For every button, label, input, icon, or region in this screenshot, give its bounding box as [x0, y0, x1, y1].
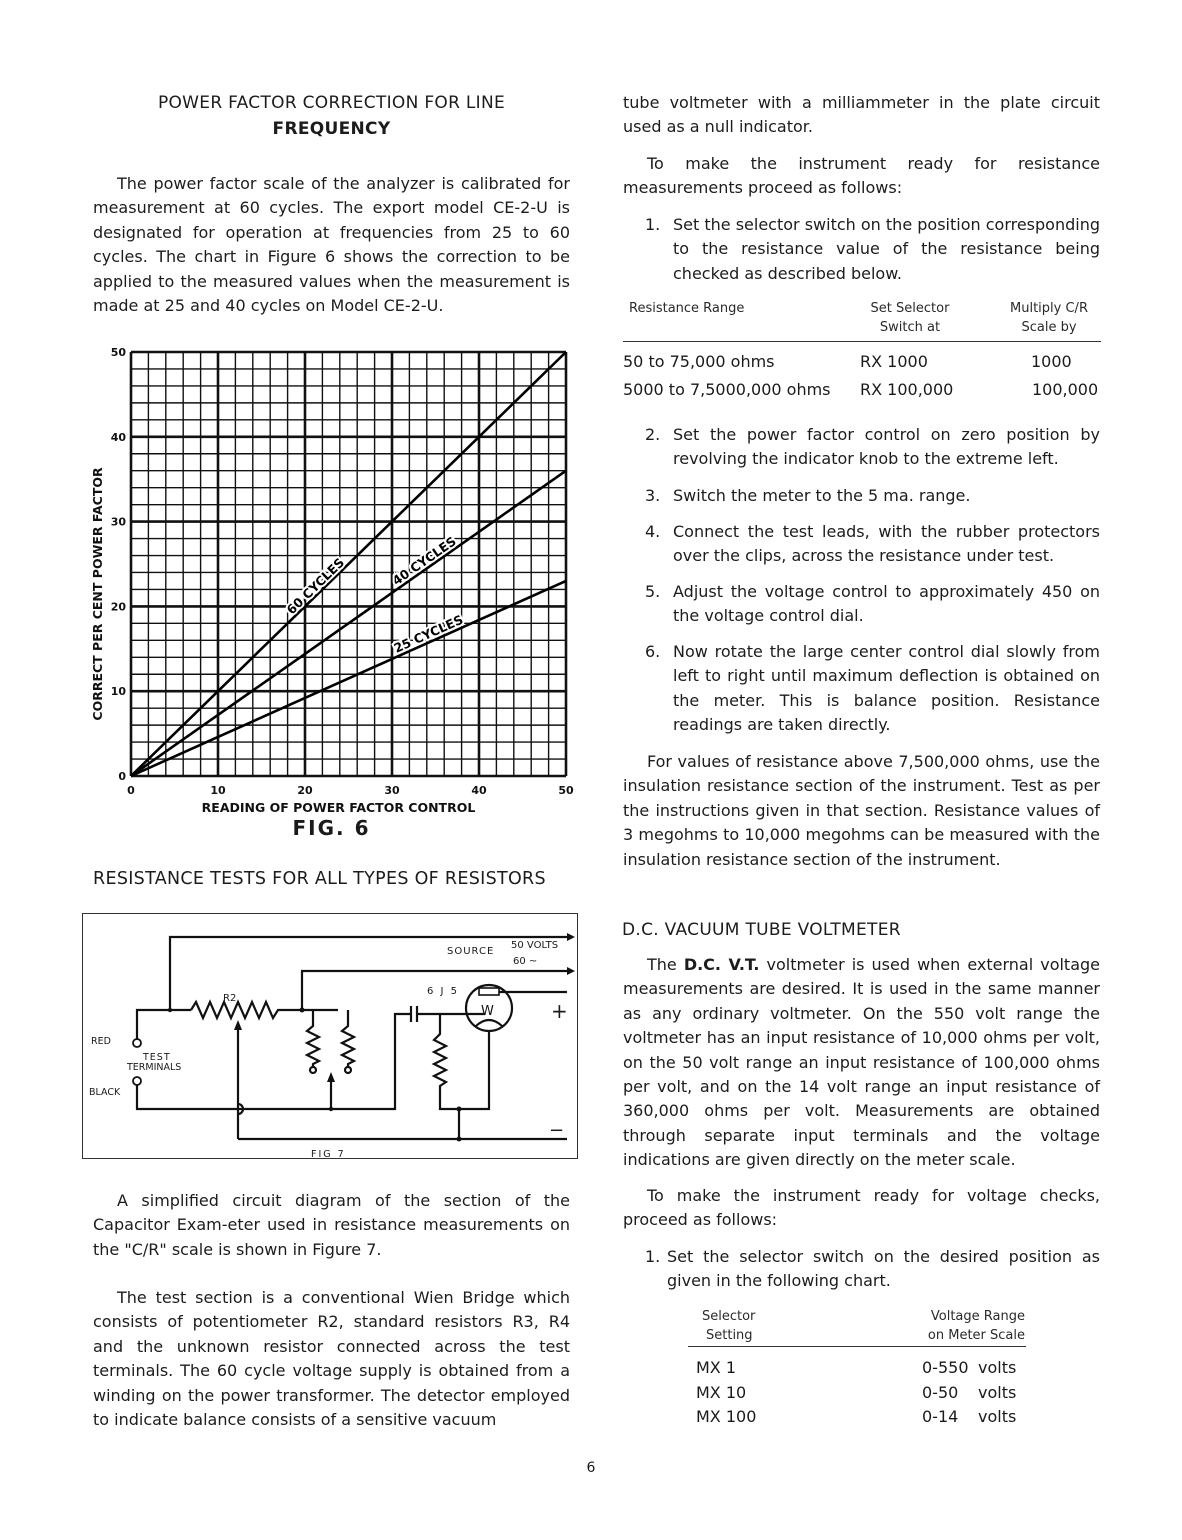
header-multiply-scale [995, 299, 1103, 337]
step-number: 5. [645, 582, 661, 601]
step-text: Connect the test leads, with the rubber protectors over the clips, across the resistance under test. [673, 522, 1100, 566]
black-terminal-label: BLACK [89, 1087, 121, 1098]
step-text: Now rotate the large center control dial slowly from left to right until maximum deflection is obtained on the meter. This is balance position. Resistance readings are taken directly. [673, 642, 1100, 735]
header-line: Voltage Range [930, 1309, 1025, 1324]
cell-unit: volts [978, 1407, 1017, 1426]
page-number: 6 [586, 1460, 596, 1476]
header-set-selector [855, 299, 965, 337]
y-tick-label: 30 [110, 515, 126, 529]
resistance-step-3 [645, 484, 1100, 510]
section-title-dc-vtvm: D.C. VACUUM TUBE VOLTMETER [622, 920, 901, 940]
voltage-table-header [688, 1306, 1026, 1347]
cell-range: 50 to 75,000 ohms [623, 352, 775, 371]
figure-7-circuit-diagram [82, 913, 578, 1159]
cell-range: 0-50 [922, 1382, 959, 1402]
step-number: 4. [645, 522, 661, 541]
frequency-label: 60 ~ [513, 956, 538, 967]
tube-label: 6 J 5 [427, 986, 460, 997]
step-text: Adjust the voltage control to approximately 450 on the voltage control dial. [673, 582, 1100, 626]
x-tick-label: 30 [384, 784, 400, 797]
minus-terminal-label: − [549, 1120, 565, 1141]
y-tick-label: 20 [110, 600, 126, 614]
x-tick-label: 10 [210, 784, 226, 797]
table-row [688, 1407, 1026, 1432]
step-text: Set the power factor control on zero position by revolving the indicator knob to the extreme left. [673, 425, 1100, 469]
r2-label: R2 [223, 993, 237, 1004]
cell-unit: volts [978, 1358, 1017, 1377]
bold-term: D.C. V.T. [683, 955, 760, 974]
voltage-ready-paragraph: To make the instrument ready for voltage checks, proceed as follows: [623, 1186, 1100, 1230]
resistance-step-4 [645, 520, 1100, 570]
series-line-60-cycles [131, 352, 566, 776]
series-annotation: 25 CYCLES [391, 611, 466, 656]
figure-6-chart [85, 340, 585, 850]
red-terminal-label: RED [91, 1036, 111, 1047]
y-tick-label: 50 [110, 346, 126, 359]
table-row [623, 378, 1101, 406]
table-row [688, 1358, 1026, 1383]
cell-selector: RX 100,000 [860, 380, 954, 399]
header-line: Switch at [879, 320, 941, 335]
title-line-1: POWER FACTOR CORRECTION FOR LINE [157, 93, 506, 113]
step-number: 2. [645, 425, 661, 444]
section-title-power-factor [93, 90, 570, 142]
header-line: Setting [706, 1328, 753, 1343]
cell-multiplier: 100,000 [1032, 380, 1099, 399]
cell-selector: MX 100 [696, 1407, 757, 1426]
power-factor-paragraph: The power factor scale of the analyzer is calibrated for measurement at 60 cycles. The export model CE-2-U is designated for operation at frequencies from 25 to 60 cycles. The chart in Figure 6 shows the correction to be applied to the measured values when the measurement is made at 25 and 40 cycles on Model CE-2-U. [93, 174, 570, 316]
section-title-resistance-tests: RESISTANCE TESTS FOR ALL TYPES OF RESISTORS [93, 869, 546, 889]
series-annotation: 40 CYCLES [389, 533, 459, 589]
step-text: Set the selector switch on the desired position as given in the following chart. [667, 1247, 1100, 1291]
power-factor-correction-chart [85, 340, 585, 850]
resistance-step-1 [645, 213, 1100, 288]
table-row [688, 1383, 1026, 1408]
y-tick-label: 40 [110, 430, 126, 444]
wien-bridge-circuit [83, 914, 579, 1160]
header-voltage-range [913, 1307, 1025, 1345]
series-annotation: 60 CYCLES [283, 554, 348, 618]
terminals-label: TERMINALS [127, 1062, 182, 1073]
source-label: SOURCE [447, 946, 495, 957]
figure-7-caption: FIG 7 [311, 1149, 346, 1160]
header-line: Scale by [1021, 320, 1077, 335]
cell-selector: MX 1 [696, 1358, 737, 1377]
step-number: 6. [645, 642, 661, 661]
step-number: 3. [645, 486, 661, 505]
dc-vtvm-paragraph [623, 953, 1100, 1173]
x-tick-label: 50 [558, 784, 574, 797]
x-tick-label: 0 [127, 784, 135, 797]
volts-label: 50 VOLTS [511, 940, 559, 951]
series-line-25-cycles [131, 581, 566, 776]
circuit-description-paragraph: A simplified circuit diagram of the section of the Capacitor Exam-eter used in resistance measurements on the "C/R" scale is shown in Figure 7. [93, 1191, 570, 1259]
null-indicator-paragraph: tube voltmeter with a milliammeter in the plate circuit used as a null indicator. [623, 93, 1100, 137]
resistance-ready-paragraph: To make the instrument ready for resistance measurements proceed as follows: [623, 154, 1100, 198]
voltage-range-table [688, 1306, 1026, 1432]
insulation-resistance-paragraph: For values of resistance above 7,500,000 ohms, use the insulation resistance section of the instrument. Test as per the instructions given in that section. Resistance values of 3 megohms to 10,000 megohms can be measured with the insulation resistance section of the instrument. [623, 752, 1100, 869]
header-line: Selector [702, 1309, 756, 1324]
resistance-range-table [623, 297, 1101, 406]
header-line: Multiply C/R [1010, 301, 1088, 316]
header-line: on Meter Scale [927, 1328, 1025, 1343]
figure-6-caption: FIG. 6 [292, 816, 371, 840]
cell-selector: RX 1000 [860, 352, 928, 371]
x-tick-label: 20 [297, 784, 313, 797]
cell-range: 0-550 [922, 1358, 969, 1377]
header-resistance-range: Resistance Range [629, 301, 745, 316]
y-axis-label: CORRECT PER CENT POWER FACTOR [90, 467, 105, 721]
step-number: 1. [645, 215, 661, 234]
step-number: 1. [645, 1247, 661, 1266]
x-tick-label: 40 [471, 784, 487, 797]
title-line-2: FREQUENCY [272, 119, 391, 139]
cell-range: 5000 to 7,5000,000 ohms [623, 380, 831, 399]
x-axis-label: READING OF POWER FACTOR CONTROL [201, 800, 476, 815]
test-label: TEST [143, 1052, 171, 1063]
plus-terminal-label: + [551, 999, 568, 1023]
resistance-step-5 [645, 580, 1100, 630]
resistance-step-6 [645, 640, 1100, 740]
cell-unit: volts [978, 1382, 1017, 1402]
header-selector-setting [702, 1307, 755, 1345]
resistance-step-2 [645, 423, 1100, 473]
table-row [623, 350, 1101, 378]
step-text: Switch the meter to the 5 ma. range. [673, 486, 971, 505]
step-text: Set the selector switch on the position corresponding to the resistance value of the resistance being checked as described below. [673, 215, 1100, 283]
y-tick-label: 10 [110, 685, 126, 699]
tube-filament-glyph: W [481, 1004, 494, 1019]
resistance-table-header [623, 297, 1101, 342]
text-run: voltmeter is used when external voltage measurements are desired. It is used in the same manner as any ordinary voltmeter. On the 550 volt range the voltmeter has an input resistance of 10,000 ohms per volt, on the 50 volt range an input resistance of 100,000 ohms per volt, and on the 14 volt range an input resistance of 360,000 ohms per volt. Measurements are obtained through separate input terminals and the voltage indications are given directly on the meter scale. [623, 955, 1101, 1170]
header-line: Set Selector [870, 301, 950, 316]
cell-range: 0-14 [922, 1407, 959, 1426]
voltage-step-1 [645, 1245, 1100, 1295]
cell-multiplier: 1000 [1031, 352, 1072, 371]
text-run: The [647, 955, 684, 974]
y-tick-label: 0 [118, 770, 126, 783]
wien-bridge-paragraph: The test section is a conventional Wien Bridge which consists of potentiometer R2, standard resistors R3, R4 and the unknown resistor connected across the test terminals. The 60 cycle voltage supply is obtained from a winding on the power transformer. The detector employed to indicate balance consists of a sensitive vacuum [93, 1288, 570, 1430]
cell-selector: MX 10 [696, 1382, 747, 1402]
